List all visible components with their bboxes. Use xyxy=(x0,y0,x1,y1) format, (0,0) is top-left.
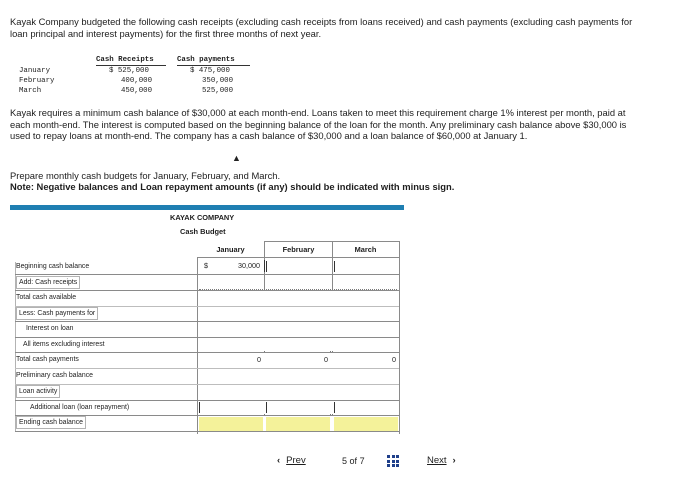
subtotal-dotted-line xyxy=(199,289,397,290)
row-separator xyxy=(15,384,399,385)
instruction-text: Prepare monthly cash budgets for January, February, and March. xyxy=(10,170,281,181)
additional-loan-january-input[interactable] xyxy=(199,401,263,415)
next-label: Next xyxy=(427,455,447,466)
label-bracket-line xyxy=(15,262,16,432)
grid-line xyxy=(197,257,399,258)
row-separator xyxy=(15,368,399,369)
row-label-additional-loan: Additional loan (loan repayment) xyxy=(30,404,130,411)
row-label-total-payments: Total cash payments xyxy=(16,356,79,363)
mouse-cursor-icon: ▲ xyxy=(232,153,241,163)
prev-label: Prev xyxy=(286,455,306,466)
receipts-february: 400,000 xyxy=(121,77,153,85)
grid-menu-icon[interactable] xyxy=(387,455,399,467)
receipts-header-underline xyxy=(96,65,166,66)
month-february: February xyxy=(19,77,55,85)
interest-january-input[interactable] xyxy=(199,322,263,336)
page-of: of xyxy=(349,456,358,466)
beginning-cash-march-input[interactable] xyxy=(334,259,398,273)
payments-header-underline xyxy=(177,65,250,66)
row-label-add-receipts: Add: Cash receipts xyxy=(16,276,80,289)
row-label-less-payments: Less: Cash payments for xyxy=(16,307,98,320)
col-header-february: February xyxy=(282,245,315,254)
ending-cash-february-input[interactable] xyxy=(266,417,330,431)
grid-line xyxy=(197,257,198,434)
row-separator xyxy=(15,290,399,291)
intro-text: Kayak Company budgeted the following cash receipts (excluding cash receipts from loans received) and cash payments (excluding cash payments for loan principal and interest payments) for the first three months of next year. xyxy=(10,16,633,39)
month-march: March xyxy=(19,87,42,95)
row-label-beginning: Beginning cash balance xyxy=(16,263,90,270)
additional-loan-february-input[interactable] xyxy=(266,401,330,415)
receipts-january: $ 525,000 xyxy=(109,67,149,75)
chevron-right-icon: › xyxy=(452,455,456,466)
budget-title: Cash Budget xyxy=(180,227,226,236)
col-header-receipts: Cash Receipts xyxy=(96,56,154,64)
row-separator xyxy=(15,306,399,307)
grid-line xyxy=(332,241,333,291)
input-edge xyxy=(266,261,267,272)
total-payments-march-value: 0 xyxy=(392,355,396,364)
total-payments-february-value: 0 xyxy=(324,355,328,364)
total-payments-january-value: 0 xyxy=(257,355,261,364)
january-currency-symbol: $ xyxy=(204,261,208,270)
table-header-bar xyxy=(10,205,404,210)
receipts-march: 450,000 xyxy=(121,87,153,95)
row-label-all-items: All items excluding interest xyxy=(23,341,105,348)
beginning-cash-february-input[interactable] xyxy=(266,259,330,273)
row-label-loan-activity: Loan activity xyxy=(16,385,60,398)
col-header-march: March xyxy=(354,245,377,254)
row-separator xyxy=(15,415,399,416)
row-separator xyxy=(15,352,399,353)
grid-line xyxy=(399,241,400,434)
cash-receipts-january-input[interactable] xyxy=(199,275,263,289)
additional-loan-march-input[interactable] xyxy=(334,401,398,415)
cash-receipts-march-input[interactable] xyxy=(334,275,398,289)
page-indicator xyxy=(342,456,365,466)
input-edge xyxy=(264,260,265,272)
row-label-preliminary: Preliminary cash balance xyxy=(16,372,93,379)
company-name: KAYAK COMPANY xyxy=(170,213,235,222)
row-label-ending: Ending cash balance xyxy=(16,416,86,429)
input-edge xyxy=(199,402,200,413)
interest-february-input[interactable] xyxy=(266,322,330,336)
payments-february: 350,000 xyxy=(202,77,234,85)
cash-receipts-february-input[interactable] xyxy=(266,275,330,289)
input-edge xyxy=(334,261,335,272)
row-separator xyxy=(15,431,399,432)
all-items-march-input[interactable] xyxy=(334,338,398,352)
payments-january: $ 475,000 xyxy=(190,67,230,75)
beginning-cash-january-value: 30,000 xyxy=(238,261,260,270)
requirements-text: Kayak requires a minimum cash balance of $30,000 at each month-end. Loans taken to meet this requirement charge 1% interest per month, paid at each month-end. The interest is computed based on the beginning balance of the loan for the month. Any preliminary cash balance above $30,000 is used to repay loans at month-end. The company has a cash balance of $30,000 and a loan balance of $60,000 at January 1. xyxy=(10,107,627,142)
cash-budget-table xyxy=(10,205,404,441)
next-button[interactable] xyxy=(427,455,456,466)
ending-cash-march-input[interactable] xyxy=(334,417,398,431)
ending-cash-january-input[interactable] xyxy=(199,417,263,431)
page-total: 7 xyxy=(359,456,365,466)
row-label-interest: Interest on loan xyxy=(26,325,74,332)
month-january: January xyxy=(19,67,51,75)
all-items-january-input[interactable] xyxy=(199,338,263,352)
col-header-january: January xyxy=(216,245,245,254)
prev-button[interactable] xyxy=(277,455,306,466)
note-text: Note: Negative balances and Loan repayment amounts (if any) should be indicated with minus sign. xyxy=(10,181,455,192)
page-current: 5 xyxy=(342,456,348,466)
chevron-left-icon: ‹ xyxy=(277,455,281,466)
col-header-payments: Cash payments xyxy=(177,56,235,64)
all-items-february-input[interactable] xyxy=(266,338,330,352)
input-edge xyxy=(266,402,267,413)
payments-march: 525,000 xyxy=(202,87,234,95)
row-label-total-available: Total cash available xyxy=(16,294,77,301)
input-edge xyxy=(334,402,335,413)
interest-march-input[interactable] xyxy=(334,322,398,336)
